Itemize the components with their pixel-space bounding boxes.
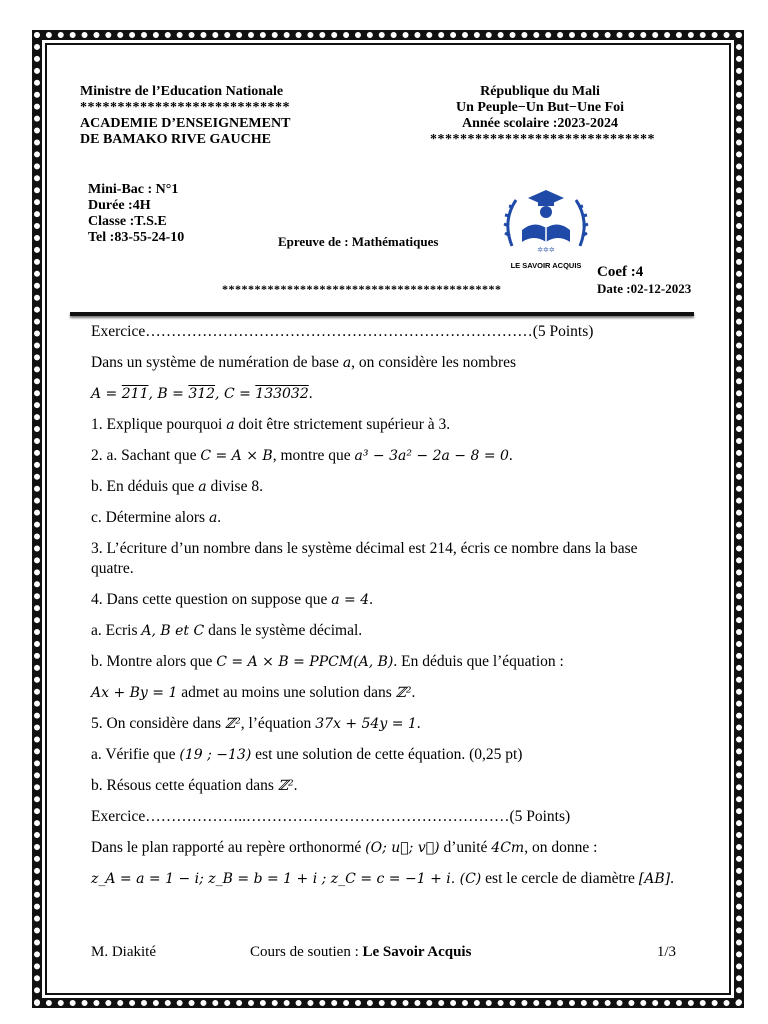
question-5: 5. On considère dans ℤ², l’équation 37x + 54y = 1. <box>91 715 421 732</box>
header-right <box>430 84 655 148</box>
duration: Durée :4H <box>88 198 151 213</box>
exercise2-intro: Dans le plan rapporté au repère orthonormé (O; u⃗; v⃗) d’unité 4Cm, on donne : <box>91 839 598 856</box>
country-name: République du Mali <box>480 84 600 99</box>
phone: Tel :83-55-24-10 <box>88 230 185 245</box>
question-4b: b. Montre alors que C = A × B = PPCM(A, B). En déduis que l’équation : <box>91 653 564 670</box>
class: Classe :T.S.E <box>88 214 167 229</box>
motto: Un Peuple−Un But−Une Foi <box>455 100 625 115</box>
header-rule <box>70 312 694 316</box>
question-3: 3. L’écriture d’un nombre dans le système décimal est 214, écris ce nombre dans la base quatre. <box>91 540 638 577</box>
exercise1-title: Exercice…………………………………………………………………(5 Points) <box>91 323 594 340</box>
question-2a: 2. a. Sachant que C = A × B, montre que a³ − 3a² − 2a − 8 = 0. <box>91 447 513 464</box>
coefficient: Coef :4 <box>597 264 644 280</box>
complex-points: z_A = a = 1 − i; z_B = b = 1 + i ; z_C = c = −1 + i. (C) est le cercle de diamètre [AB]. <box>91 870 674 887</box>
subject-title: Epreuve de : Mathématiques <box>278 234 439 249</box>
question-5b: b. Résous cette équation dans ℤ². <box>91 777 298 794</box>
numbers-definition: A = 211, B = 312, C = 133032. <box>91 385 313 402</box>
exam-date: Date :02-12-2023 <box>597 281 692 296</box>
course-credit: Cours de soutien : Le Savoir Acquis <box>250 944 472 960</box>
question-4a: a. Ecris A, B et C dans le système décimal. <box>91 622 363 639</box>
divider-stars: ******************************************* <box>222 282 502 296</box>
savoir-acquis-logo-icon <box>500 186 592 272</box>
course-name: Le Savoir Acquis <box>362 944 472 960</box>
minibac-number: Mini-Bac : N°1 <box>88 182 179 197</box>
question-2c: c. Détermine alors a. <box>91 509 222 526</box>
academy-line1: ACADEMIE D’ENSEIGNEMENT <box>80 116 291 131</box>
exercise2-title: Exercice………………..……………………………………………(5 Points) <box>91 808 571 825</box>
exam-content <box>91 322 683 900</box>
logo-text: LE SAVOIR ACQUIS <box>510 261 582 270</box>
svg-text:✶✶✶: ✶✶✶ <box>537 246 555 254</box>
question-1: 1. Explique pourquoi a doit être strictement supérieur à 3. <box>91 416 451 433</box>
question-4b-equation: Ax + By = 1 admet au moins une solution dans ℤ². <box>91 684 416 701</box>
page-number: 1/3 <box>656 944 676 960</box>
question-4: 4. Dans cette question on suppose que a = 4. <box>91 591 373 608</box>
school-year: Année scolaire :2023-2024 <box>461 116 619 131</box>
exam-info <box>88 182 184 246</box>
author: M. Diakité <box>91 944 156 960</box>
question-2b: b. En déduis que a divise 8. <box>91 478 263 495</box>
header-right-stars: ****************************** <box>430 132 655 147</box>
header-left-stars: **************************** <box>80 100 290 115</box>
exercise1-intro: Dans un système de numération de base a, on considère les nombres <box>91 354 517 371</box>
header-left <box>80 84 290 148</box>
question-5a: a. Vérifie que (19 ; −13) est une solution de cette équation. (0,25 pt) <box>91 746 523 763</box>
ministry-name: Ministre de l’Education Nationale <box>80 84 284 99</box>
academy-line2: DE BAMAKO RIVE GAUCHE <box>80 132 271 147</box>
